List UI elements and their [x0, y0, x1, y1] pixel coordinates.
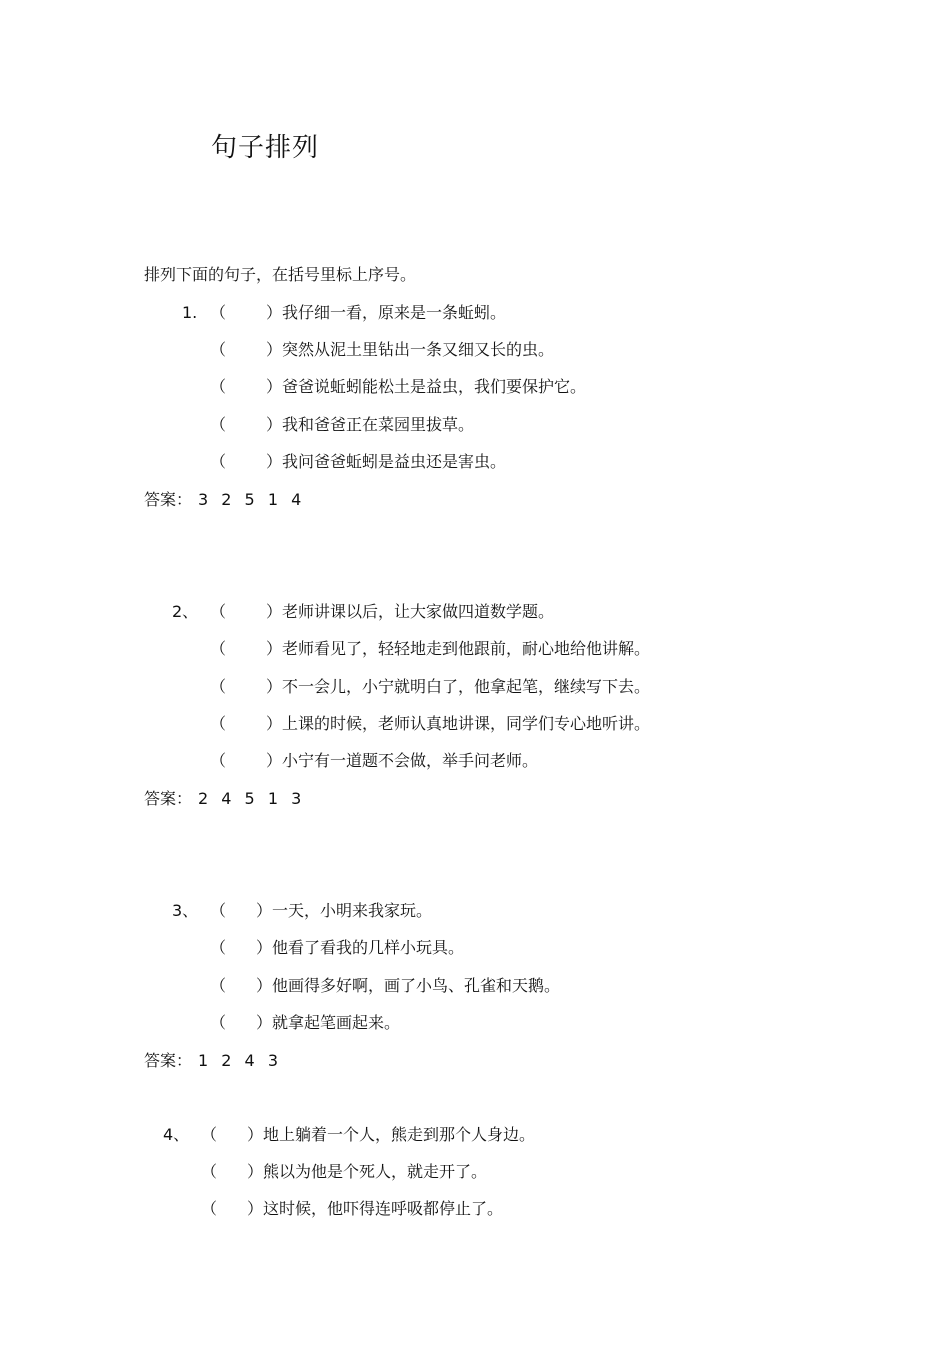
- question-3-line-1: [172, 898, 432, 921]
- sentence: 老师讲课以后，让大家做四道数学题。: [282, 602, 555, 621]
- question-2-line-2: [210, 636, 650, 659]
- question-number: 4、: [163, 1125, 190, 1144]
- sentence: 不一会儿，小宁就明白了，他拿起笔，继续写下去。: [282, 677, 651, 696]
- question-1-line-3: [210, 374, 586, 397]
- question-4-line-1: [163, 1122, 535, 1145]
- question-3-line-4: [210, 1010, 400, 1033]
- open-paren: （: [201, 1162, 218, 1181]
- sentence: 熊以为他是个死人，就走开了。: [263, 1162, 488, 1181]
- close-paren: ）: [247, 1162, 264, 1181]
- open-paren: （: [210, 452, 227, 471]
- open-paren: （: [210, 751, 227, 770]
- close-paren: ）: [266, 415, 283, 434]
- question-2-line-5: [210, 748, 538, 771]
- question-1-line-4: [210, 412, 474, 435]
- open-paren: （: [210, 938, 227, 957]
- question-2-line-1: [172, 599, 554, 622]
- close-paren: ）: [266, 340, 283, 359]
- close-paren: ）: [266, 602, 283, 621]
- open-paren: （: [210, 340, 227, 359]
- open-paren: （: [210, 1013, 227, 1032]
- close-paren: ）: [266, 714, 283, 733]
- answer-label: 答案：: [144, 789, 193, 808]
- open-paren: （: [210, 714, 227, 733]
- sentence: 就拿起笔画起来。: [272, 1013, 401, 1032]
- sentence: 地上躺着一个人，熊走到那个人身边。: [263, 1125, 536, 1144]
- close-paren: ）: [266, 377, 283, 396]
- question-2-line-4: [210, 711, 650, 734]
- sentence: 我和爸爸正在菜园里拔草。: [282, 415, 475, 434]
- close-paren: ）: [256, 901, 273, 920]
- sentence: 这时候，他吓得连呼吸都停止了。: [263, 1199, 504, 1218]
- answer-2: [144, 786, 305, 809]
- open-paren: （: [210, 901, 227, 920]
- question-2-line-3: [210, 674, 650, 697]
- question-4-line-3: [201, 1196, 503, 1219]
- open-paren: （: [210, 303, 227, 322]
- question-number: 1.: [182, 303, 198, 322]
- sentence: 老师看见了，轻轻地走到他跟前，耐心地给他讲解。: [282, 639, 651, 658]
- close-paren: ）: [247, 1199, 264, 1218]
- close-paren: ）: [266, 751, 283, 770]
- open-paren: （: [210, 639, 227, 658]
- open-paren: （: [210, 976, 227, 995]
- answer-value: 2 4 5 1 3: [198, 789, 306, 808]
- sentence: 我仔细一看，原来是一条蚯蚓。: [282, 303, 507, 322]
- question-1-line-2: [210, 337, 554, 360]
- answer-1: [144, 487, 305, 510]
- close-paren: ）: [256, 1013, 273, 1032]
- close-paren: ）: [256, 976, 273, 995]
- open-paren: （: [210, 377, 227, 396]
- answer-value: 3 2 5 1 4: [198, 490, 306, 509]
- sentence: 我问爸爸蚯蚓是益虫还是害虫。: [282, 452, 507, 471]
- sentence: 爸爸说蚯蚓能松土是益虫，我们要保护它。: [282, 377, 587, 396]
- sentence: 突然从泥土里钻出一条又细又长的虫。: [282, 340, 555, 359]
- sentence: 他看了看我的几样小玩具。: [272, 938, 465, 957]
- page-title: 句子排列: [211, 133, 320, 163]
- sentence: 一天，小明来我家玩。: [272, 901, 433, 920]
- question-1-line-1: [182, 300, 506, 323]
- question-number: 2、: [172, 602, 199, 621]
- close-paren: ）: [266, 639, 283, 658]
- close-paren: ）: [256, 938, 273, 957]
- close-paren: ）: [266, 452, 283, 471]
- question-3-line-2: [210, 935, 464, 958]
- answer-label: 答案：: [144, 490, 193, 509]
- answer-3: [144, 1048, 282, 1071]
- answer-label: 答案：: [144, 1051, 193, 1070]
- open-paren: （: [210, 677, 227, 696]
- question-3-line-3: [210, 973, 560, 996]
- question-number: 3、: [172, 901, 199, 920]
- answer-value: 1 2 4 3: [198, 1051, 282, 1070]
- open-paren: （: [201, 1199, 218, 1218]
- sentence: 他画得多好啊，画了小鸟、孔雀和天鹅。: [272, 976, 561, 995]
- open-paren: （: [210, 602, 227, 621]
- close-paren: ）: [247, 1125, 264, 1144]
- open-paren: （: [201, 1125, 218, 1144]
- sentence: 小宁有一道题不会做，举手问老师。: [282, 751, 539, 770]
- sentence: 上课的时候，老师认真地讲课，同学们专心地听讲。: [282, 714, 651, 733]
- open-paren: （: [210, 415, 227, 434]
- question-4-line-2: [201, 1159, 487, 1182]
- close-paren: ）: [266, 677, 283, 696]
- close-paren: ）: [266, 303, 283, 322]
- instruction: 排列下面的句子，在括号里标上序号。: [144, 265, 417, 284]
- question-1-line-5: [210, 449, 506, 472]
